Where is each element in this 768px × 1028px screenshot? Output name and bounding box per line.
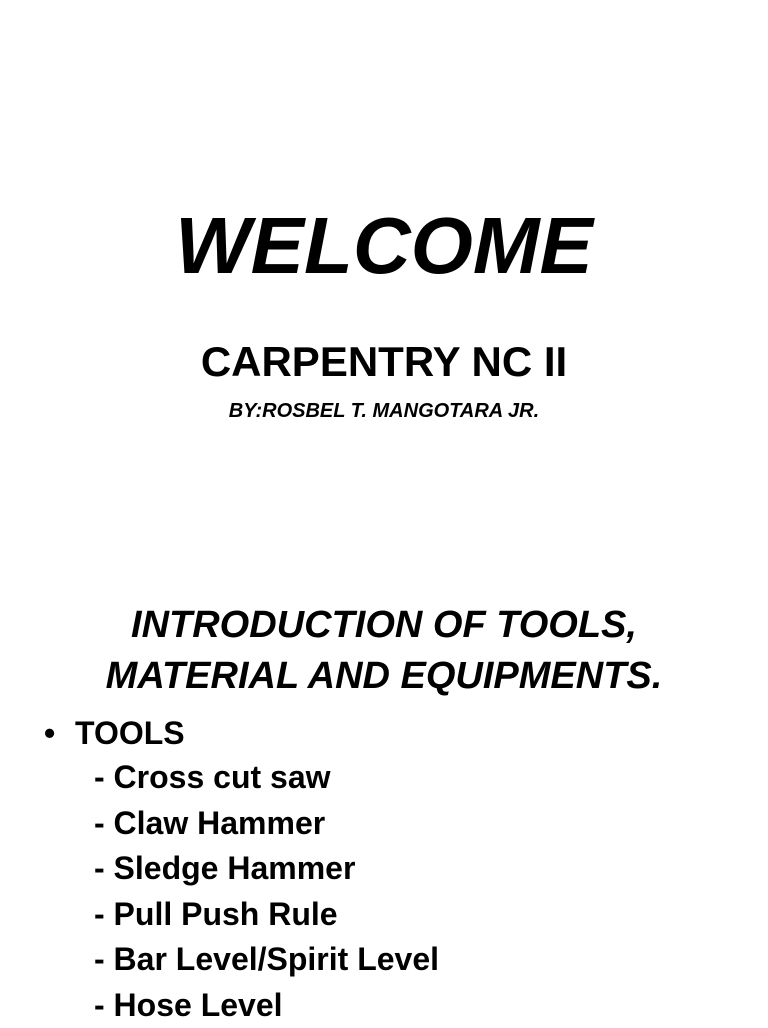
heading-line-2: MATERIAL AND EQUIPMENTS.: [0, 651, 768, 702]
title-slide: [0, 0, 768, 512]
list-item: - Pull Push Rule: [94, 892, 439, 938]
tools-slide: [0, 512, 768, 1024]
tools-category: [44, 712, 185, 754]
slide-heading: [0, 600, 768, 702]
tool-list: [94, 755, 439, 1028]
list-item: - Cross cut saw: [94, 755, 439, 801]
list-item: - Sledge Hammer: [94, 846, 439, 892]
course-title: CARPENTRY NC II: [0, 336, 768, 388]
bullet-icon: •: [44, 712, 75, 754]
category-label: TOOLS: [75, 715, 185, 751]
list-item: - Claw Hammer: [94, 801, 439, 847]
list-item: - Hose Level: [94, 983, 439, 1028]
heading-line-1: INTRODUCTION OF TOOLS,: [0, 600, 768, 651]
list-item: - Bar Level/Spirit Level: [94, 937, 439, 983]
author-byline: BY:ROSBEL T. MANGOTARA JR.: [0, 397, 768, 425]
welcome-title: WELCOME: [0, 196, 768, 296]
